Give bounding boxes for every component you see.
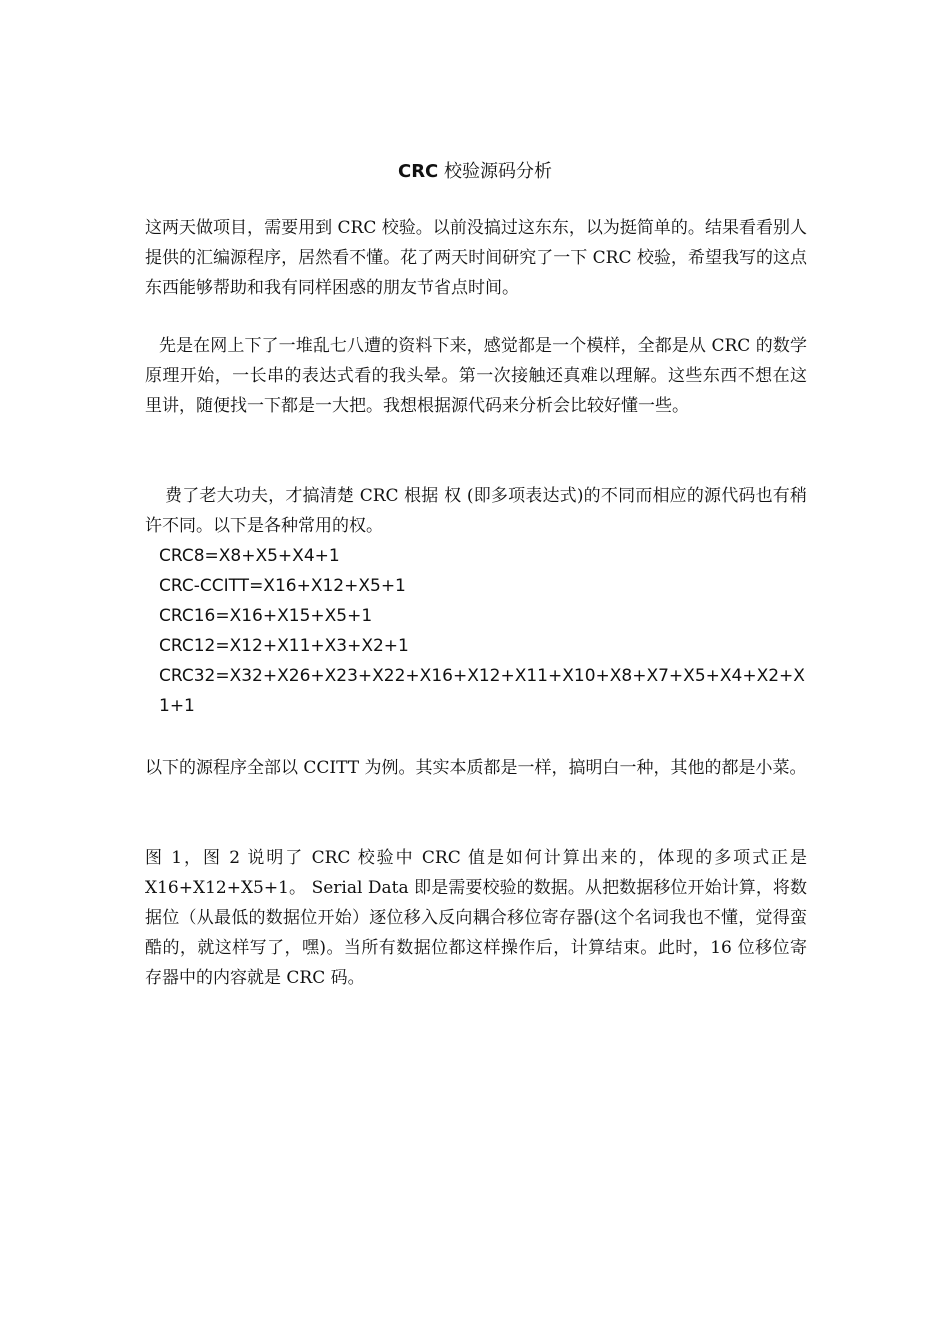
paragraph-text: 费了老大功夫，才搞清楚 CRC 根据 权 (即多项表达式)的不同而相应的源代码也有稍许不同。以下是各种常用的权。 <box>145 486 807 536</box>
paragraph-text: 以下的源程序全部以 CCITT 为例。其实本质都是一样，搞明白一种，其他的都是小菜。 <box>145 758 807 778</box>
polynomial-crc-ccitt: CRC-CCITT=X16+X12+X5+1 <box>159 576 406 596</box>
polynomial-crc32: CRC32=X32+X26+X23+X22+X16+X12+X11+X10+X8+X7+X5+X4+X2+X1+1 <box>159 666 805 716</box>
paragraph-intro <box>145 213 807 303</box>
paragraph-text: 先是在网上下了一堆乱七八遭的资料下来，感觉都是一个模样，全都是从 CRC 的数学原理开始，一长串的表达式看的我头晕。第一次接触还真难以理解。这些东西不想在这里讲，随便找一下都是一大把。我想根据源代码来分析会比较好懂一些。 <box>145 336 807 416</box>
paragraph-ccitt <box>145 753 807 783</box>
paragraph-background <box>145 331 807 421</box>
polynomial-crc12: CRC12=X12+X11+X3+X2+1 <box>159 636 409 656</box>
paragraph-text: 图 1，图 2 说明了 CRC 校验中 CRC 值是如何计算出来的，体现的多项式正是 X16+X12+X5+1。 Serial Data 即是需要校验的数据。从把数据移位开始计算，将数据位（从最低的数据位开始）逐位移入反向耦合移位寄存器(这个名词我也不懂，觉得蛮酷的，就这样写了，嘿)。当所有数据位都这样操作后，计算结束。此时，16 位移位寄存器中的内容就是 CRC 码。 <box>145 848 807 988</box>
polynomial-crc8: CRC8=X8+X5+X4+1 <box>159 546 340 566</box>
paragraph-figures <box>145 843 807 993</box>
polynomial-list <box>145 541 807 721</box>
title-cjk: 校验源码分析 <box>444 161 552 182</box>
document-title <box>0 158 950 186</box>
title-latin: CRC <box>397 161 439 182</box>
paragraph-weights <box>145 481 807 541</box>
paragraph-text: 这两天做项目，需要用到 CRC 校验。以前没搞过这东东，以为挺简单的。结果看看别人提供的汇编源程序，居然看不懂。花了两天时间研究了一下 CRC 校验，希望我写的这点东西能够帮助和我有同样困惑的朋友节省点时间。 <box>145 218 807 298</box>
polynomial-crc16: CRC16=X16+X15+X5+1 <box>159 606 373 626</box>
